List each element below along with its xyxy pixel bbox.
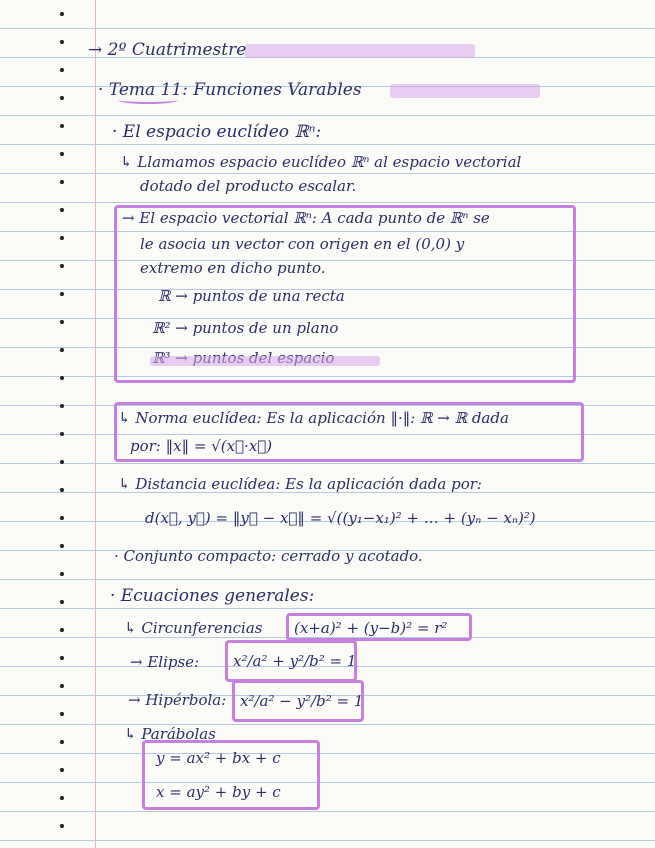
- norma-line-1: ↳ Norma euclídea: Es la aplicación ‖·‖: ℝ → ℝ dada: [118, 409, 509, 427]
- circunferencias-label: ↳ Circunferencias: [124, 619, 263, 637]
- binding-holes: [60, 0, 66, 848]
- parabola-formula-2: x = ay² + by + c: [156, 783, 281, 801]
- section-espacio-euclideo: · El espacio euclídeo ℝⁿ:: [112, 122, 322, 142]
- parabola-formula-1: y = ax² + bx + c: [156, 749, 281, 767]
- margin-line: [95, 0, 96, 848]
- elipse-label: → Elipse:: [130, 653, 200, 671]
- distancia-formula: d(x⃗, y⃗) = ‖y⃗ − x⃗‖ = √((y₁−x₁)² + … + (yₙ − xₙ)²): [145, 509, 536, 527]
- highlight-cuatrimestre: [245, 44, 475, 58]
- box1-line-2: le asocia un vector con origen en el (0,0) y: [140, 235, 465, 253]
- conjunto-compacto: · Conjunto compacto: cerrado y acotado.: [114, 547, 423, 565]
- def-line-1: ↳ Llamamos espacio euclídeo ℝⁿ al espacio vectorial: [120, 153, 522, 171]
- box1-item-recta: ℝ → puntos de una recta: [158, 287, 345, 305]
- def-line-2: dotado del producto escalar.: [140, 177, 357, 195]
- ecuaciones-title: · Ecuaciones generales:: [110, 586, 315, 606]
- elipse-formula: x²/a² + y²/b² = 1: [233, 652, 357, 670]
- distancia-line-1: ↳ Distancia euclídea: Es la aplicación dada por:: [118, 475, 482, 493]
- norma-line-2: por: ‖x‖ = √(x⃗·x⃗): [130, 437, 273, 455]
- circunferencia-formula: (x+a)² + (y−b)² = r²: [294, 619, 448, 637]
- hiperbola-label: → Hipérbola:: [128, 691, 227, 709]
- box1-item-plano: ℝ² → puntos de un plano: [152, 319, 339, 337]
- cuatrimestre-heading: → 2º Cuatrimestre: [88, 40, 247, 60]
- highlight-items: [150, 356, 380, 366]
- tema-heading: · Tema 11: Funciones Varables: [98, 80, 362, 100]
- box1-line-3: extremo en dicho punto.: [140, 259, 326, 277]
- box1-line-1: → El espacio vectorial ℝⁿ: A cada punto de ℝⁿ se: [122, 209, 490, 227]
- highlight-tema: [390, 84, 540, 98]
- hiperbola-formula: x²/a² − y²/b² = 1: [240, 692, 364, 710]
- parabolas-label: ↳ Parábolas: [124, 725, 216, 743]
